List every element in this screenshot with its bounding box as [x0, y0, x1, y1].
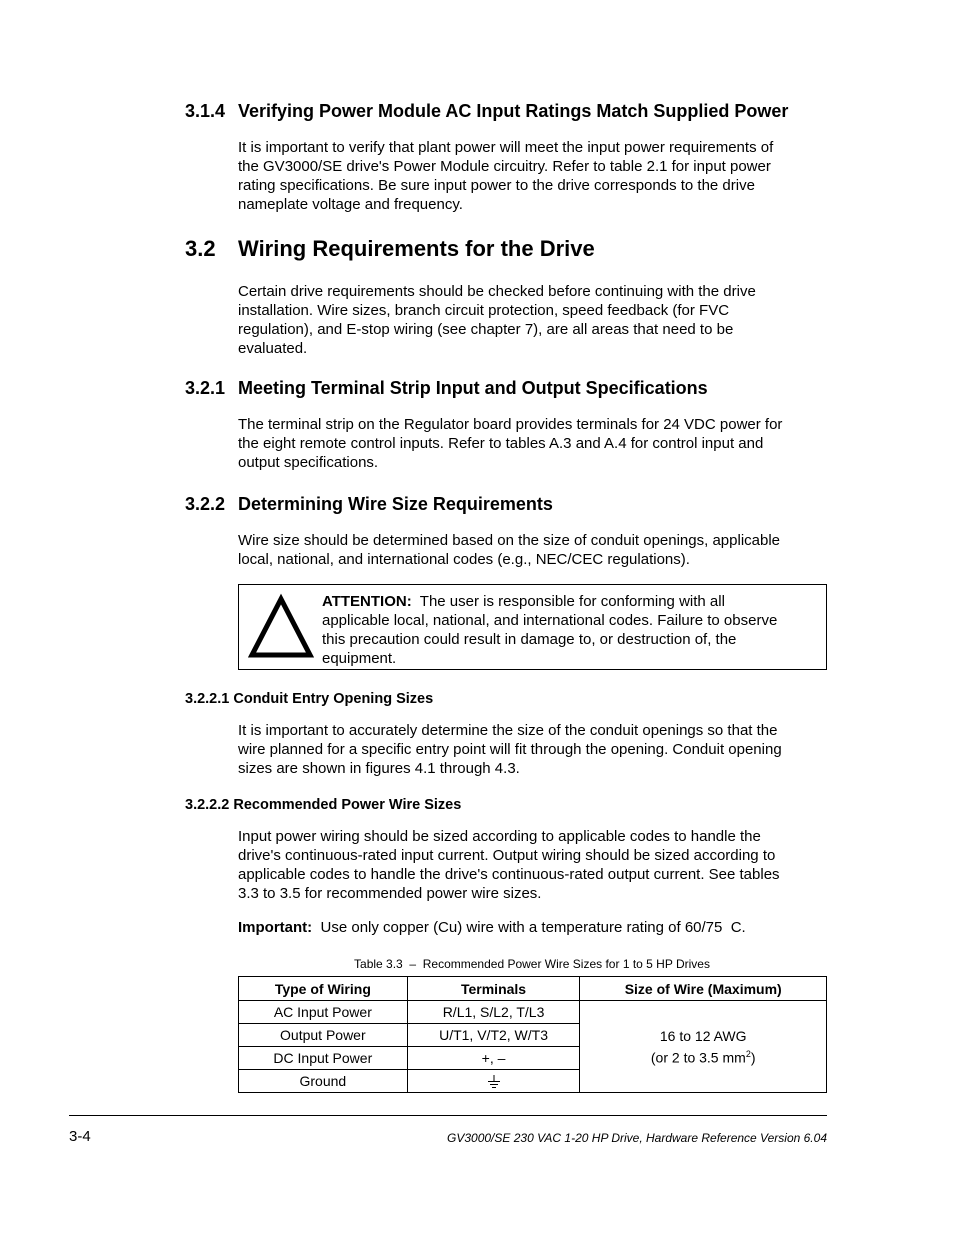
text-line: the GV3000/SE drive's Power Module circuitry. Refer to table 2.1 for input power	[238, 158, 771, 175]
section-number: 3.2.1	[185, 378, 226, 398]
section-number: 3.1.4	[185, 101, 226, 121]
attention-label: ATTENTION:	[322, 593, 412, 610]
table-cell: DC Input Power	[239, 1047, 408, 1070]
important-text: Use only copper (Cu) wire with a temperature rating of 60/75 C.	[312, 919, 746, 936]
table-caption-text: Table 3.3 – Recommended Power Wire Sizes for 1 to 5 HP Drives	[354, 957, 710, 971]
paragraph-3-2	[238, 282, 828, 358]
section-title: Meeting Terminal Strip Input and Output Specifications	[238, 378, 708, 398]
text-line: wire planned for a specific entry point will fit through the opening. Conduit opening	[238, 741, 782, 758]
warning-triangle-icon	[248, 593, 314, 659]
text-line: It is important to verify that plant power will meet the input power requirements of	[238, 139, 774, 156]
paragraph-3-2-2-2	[238, 827, 828, 903]
wire-size-line	[580, 1045, 826, 1067]
footer-divider	[69, 1115, 827, 1116]
section-title: Verifying Power Module AC Input Ratings Match Supplied Power	[238, 101, 789, 121]
text-line: local, national, and international codes (e.g., NEC/CEC regulations).	[238, 551, 690, 568]
text-line: sizes are shown in figures 4.1 through 4.3.	[238, 760, 520, 777]
text-line: Certain drive requirements should be checked before continuing with the drive	[238, 283, 756, 300]
text-line: drive's continuous-rated input current. Output wiring should be sized according to	[238, 847, 776, 864]
text-line: equipment.	[322, 650, 397, 667]
section-title: Wiring Requirements for the Drive	[238, 236, 595, 261]
page-number: 3-4	[69, 1128, 91, 1145]
text-line: the eight remote control inputs. Refer to tables A.3 and A.4 for control input and	[238, 435, 764, 452]
important-note	[238, 918, 828, 937]
superscript: 2	[745, 1048, 751, 1059]
text-line: rating specifications. Be sure input power to the drive corresponds to the drive	[238, 177, 755, 194]
paragraph-3-1-4	[238, 138, 828, 214]
table-header: Size of Wire (Maximum)	[580, 977, 827, 1001]
wire-size-text: (or 2 to 3.5 mm	[650, 1049, 746, 1066]
heading-3-2-2-2: 3.2.2.2 Recommended Power Wire Sizes	[185, 797, 462, 813]
text-line: 3.3 to 3.5 for recommended power wire sizes.	[238, 885, 542, 902]
text-line: Input power wiring should be sized according to applicable codes to handle the	[238, 828, 761, 845]
ground-symbol-icon	[487, 1075, 501, 1089]
table-cell: R/L1, S/L2, T/L3	[407, 1001, 580, 1024]
paragraph-3-2-2	[238, 531, 828, 569]
table-cell: +, –	[407, 1047, 580, 1070]
text-line: nameplate voltage and frequency.	[238, 196, 463, 213]
table-cell	[407, 1070, 580, 1093]
table-row	[239, 1001, 827, 1024]
table-header-row	[239, 977, 827, 1001]
heading-3-2-2-1: 3.2.2.1 Conduit Entry Opening Sizes	[185, 691, 434, 707]
heading-3-2	[185, 236, 595, 262]
text-line: regulation), and E-stop wiring (see chapter 7), are all areas that need to be	[238, 321, 734, 338]
text-line: The terminal strip on the Regulator board provides terminals for 24 VDC power for	[238, 416, 783, 433]
text-line: output specifications.	[238, 454, 379, 471]
attention-text	[322, 592, 777, 668]
heading-3-2-1	[185, 378, 708, 399]
table-cell: Output Power	[239, 1024, 408, 1047]
text-line: It is important to accurately determine the size of the conduit openings so that the	[238, 722, 778, 739]
text-line: this precaution could result in damage to, or destruction of, the	[322, 631, 737, 648]
table-header: Terminals	[407, 977, 580, 1001]
table-caption	[0, 957, 954, 971]
paragraph-3-2-1	[238, 415, 828, 472]
table-cell: AC Input Power	[239, 1001, 408, 1024]
wire-size-line: 16 to 12 AWG	[659, 1027, 747, 1044]
text-line: installation. Wire sizes, branch circuit protection, speed feedback (for FVC	[238, 302, 730, 319]
table-cell: Ground	[239, 1070, 408, 1093]
footer-title: GV3000/SE 230 VAC 1-20 HP Drive, Hardware Reference Version 6.04	[447, 1131, 827, 1145]
section-number: 3.2	[185, 236, 216, 261]
wire-size-text: )	[750, 1049, 756, 1066]
important-label: Important:	[238, 919, 313, 936]
text-line: applicable local, national, and international codes. Failure to observe	[322, 612, 778, 629]
heading-3-2-2	[185, 494, 553, 515]
table-header: Type of Wiring	[239, 977, 408, 1001]
table-cell: U/T1, V/T2, W/T3	[407, 1024, 580, 1047]
text-line: applicable codes to handle the drive's continuous-rated output current. See tables	[238, 866, 780, 883]
text-line: The user is responsible for conforming with all	[411, 593, 725, 610]
section-title: Determining Wire Size Requirements	[238, 494, 553, 514]
text-line: evaluated.	[238, 340, 308, 357]
attention-box	[238, 584, 827, 670]
heading-3-1-4	[185, 101, 788, 122]
text-line: Wire size should be determined based on the size of conduit openings, applicable	[238, 532, 781, 549]
section-number: 3.2.2	[185, 494, 226, 514]
paragraph-3-2-2-1	[238, 721, 828, 778]
wire-size-table	[238, 976, 827, 1093]
wire-size-cell	[580, 1001, 827, 1093]
